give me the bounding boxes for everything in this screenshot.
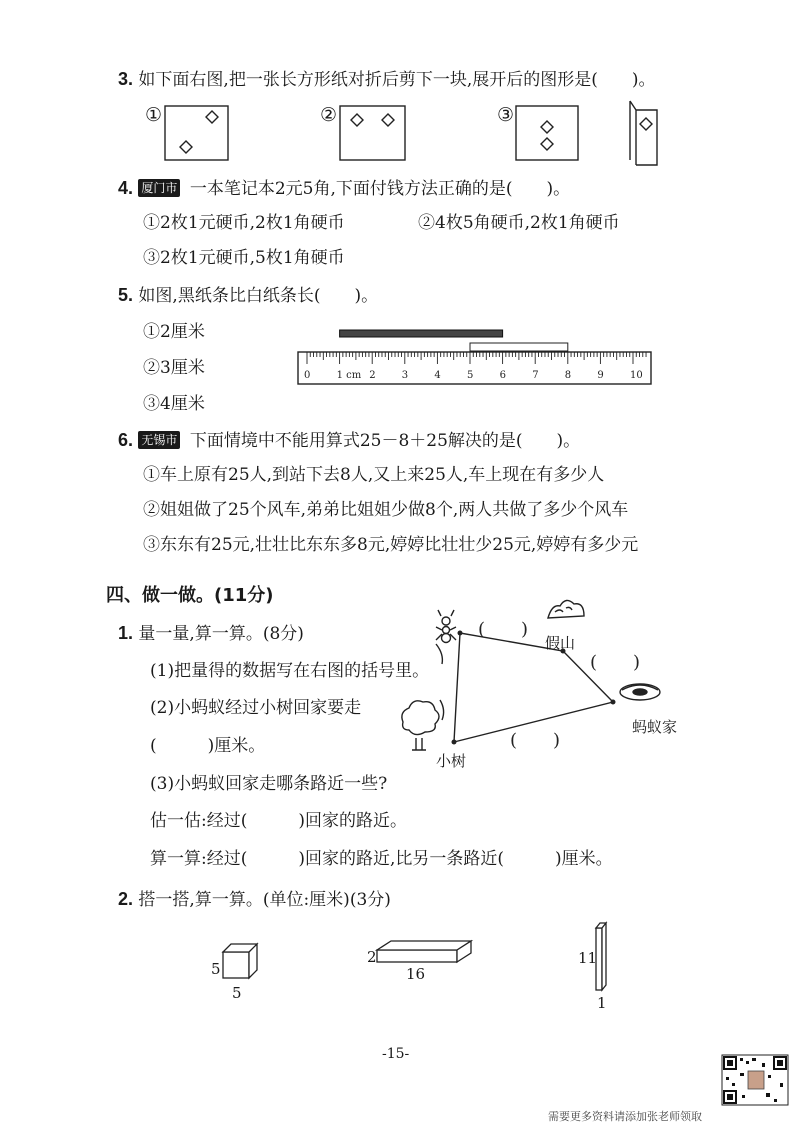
cuboid-side-label: 2 <box>367 948 377 966</box>
s4q1-sub3: (3)小蚂蚁回家走哪条路近一些? <box>150 774 388 794</box>
stick-solid <box>596 923 606 990</box>
hill-label: 假山 <box>545 634 576 652</box>
ruler-label: 7 <box>532 370 539 381</box>
ruler-label: 9 <box>597 370 604 381</box>
q5-option-3: ③4厘米 <box>143 394 205 414</box>
q4-option-3: ③2枚1元硬币,5枚1角硬币 <box>143 248 345 268</box>
s4q1-sub2: (2)小蚂蚁经过小树回家要走 <box>150 698 362 718</box>
q6-region-tag: 无锡市 <box>138 431 180 449</box>
ruler-label: 6 <box>499 370 506 381</box>
qr-code <box>722 1055 788 1105</box>
long-cuboid-solid <box>377 941 471 962</box>
q5-option-2: ②3厘米 <box>143 358 205 378</box>
s4q1-title: 量一量,算一算。(8分) <box>138 624 304 644</box>
q3-option-1-label: ① <box>145 104 163 126</box>
page-number: -15- <box>382 1046 410 1062</box>
q4-option-2: ②4枚5角硬币,2枚1角硬币 <box>418 213 620 233</box>
cube-solid <box>223 944 257 978</box>
ruler-label: 10 <box>630 370 643 381</box>
cube-bottom-label: 5 <box>232 984 242 1002</box>
ruler-label: 2 <box>369 370 376 381</box>
ruler-label: 8 <box>564 370 572 381</box>
q6-number: 6. <box>118 430 134 450</box>
stick-side-label: 11 <box>578 949 598 967</box>
s4q1-number: 1. <box>118 623 134 643</box>
footer-note: 需要更多资料请添加张老师领取 <box>548 1110 702 1123</box>
q6-text: 下面情境中不能用算式25－8＋25解决的是( )。 <box>189 431 581 451</box>
q3-option-2-label: ② <box>320 104 338 126</box>
s4q2-title: 搭一搭,算一算。(单位:厘米)(3分) <box>138 890 391 910</box>
q6-option-1: ①车上原有25人,到站下去8人,又上来25人,车上现在有多少人 <box>143 465 605 485</box>
ruler-label: 1 cm <box>336 370 362 381</box>
q5-number: 5. <box>118 285 134 305</box>
stick-bottom-label: 1 <box>597 994 607 1012</box>
s4q2-number: 2. <box>118 889 134 909</box>
s4q1-sub1: (1)把量得的数据写在右图的括号里。 <box>150 661 430 681</box>
q4-option-1: ①2枚1元硬币,2枚1角硬币 <box>143 213 345 233</box>
q3-text: 如下面右图,把一张长方形纸对折后剪下一块,展开后的图形是( )。 <box>138 70 656 90</box>
q3-option-3-label: ③ <box>497 104 515 126</box>
avatar <box>748 1071 764 1089</box>
cuboid-bottom-label: 16 <box>406 965 426 983</box>
paren-top: ( ) <box>478 619 529 640</box>
ruler-label: 4 <box>434 370 441 381</box>
q4-text: 一本笔记本2元5角,下面付钱方法正确的是( )。 <box>189 179 571 199</box>
tree-label: 小树 <box>436 752 467 770</box>
q4-number: 4. <box>118 178 134 198</box>
ruler-label: 3 <box>401 370 409 381</box>
ant-home-label: 蚂蚁家 <box>632 718 678 736</box>
q6-option-2: ②姐姐做了25个风车,弟弟比姐姐少做8个,两人共做了多少个风车 <box>143 500 629 520</box>
s4q1-sub2-answer: ( )厘米。 <box>150 736 266 756</box>
s4q1-calculate: 算一算:经过( )回家的路近,比另一条路近( )厘米。 <box>150 849 613 869</box>
q3-number: 3. <box>118 69 134 89</box>
section4-title: 四、做一做。(11分) <box>106 585 274 606</box>
q5-text: 如图,黑纸条比白纸条长( )。 <box>138 286 379 306</box>
ruler-label: 5 <box>467 370 474 381</box>
q4-region-tag: 厦门市 <box>138 179 180 197</box>
cube-side-label: 5 <box>211 960 221 978</box>
paren-right: ( ) <box>590 652 641 673</box>
ruler-label: 0 <box>304 370 311 381</box>
paren-bottom: ( ) <box>510 730 561 751</box>
q6-option-3: ③东东有25元,壮壮比东东多8元,婷婷比壮壮少25元,婷婷有多少元 <box>143 535 639 555</box>
s4q1-estimate: 估一估:经过( )回家的路近。 <box>150 811 407 831</box>
q5-option-1: ①2厘米 <box>143 322 205 342</box>
